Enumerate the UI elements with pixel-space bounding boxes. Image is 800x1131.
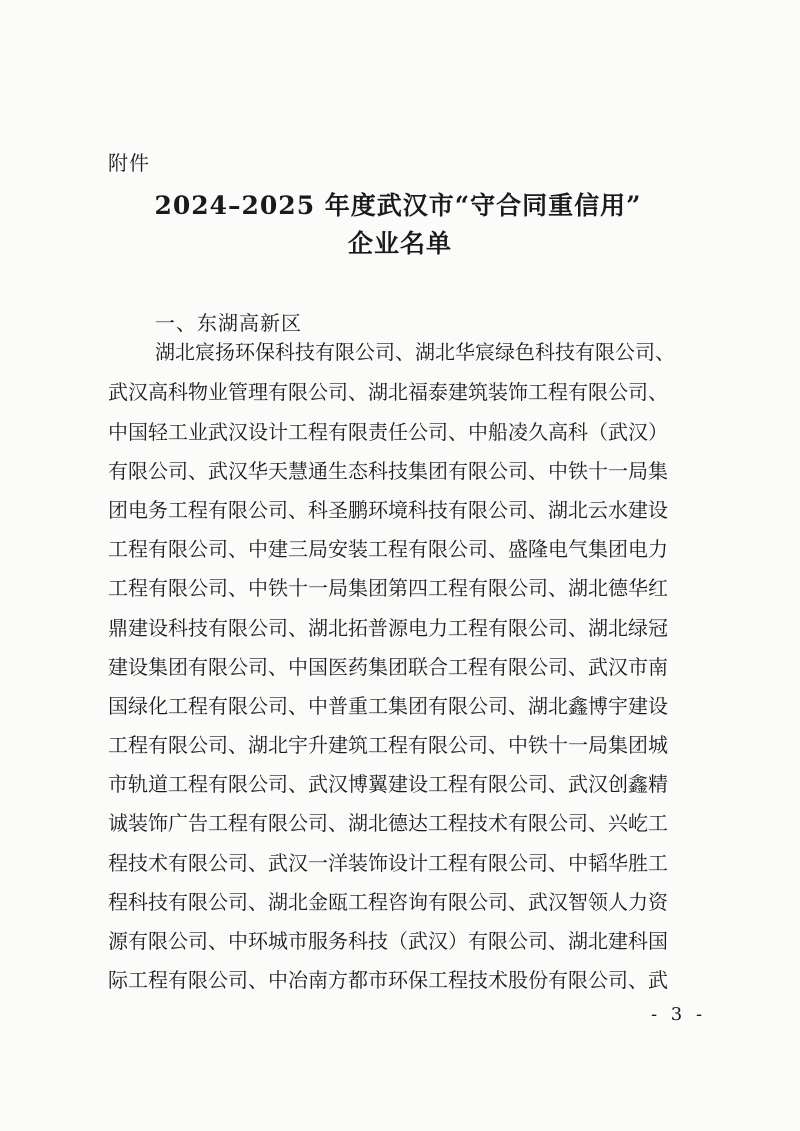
body-line: 中国轻工业武汉设计工程有限责任公司、中船凌久高科（武汉） [108,420,668,444]
body-line: 工程有限公司、湖北宇升建筑工程有限公司、中铁十一局集团城 [108,733,668,757]
page-number: - 3 - [651,1004,707,1025]
body-line: 工程有限公司、中铁十一局集团第四工程有限公司、湖北德华红 [108,576,668,600]
body-line: 市轨道工程有限公司、武汉博翼建设工程有限公司、武汉创鑫精 [108,772,668,796]
document-title-line-2: 企业名单 [347,229,452,258]
body-line: 程科技有限公司、湖北金瓯工程咨询有限公司、武汉智领人力资 [108,890,668,914]
document-title-line-1: 2024–2025 年度武汉市“守合同重信用” [154,191,642,220]
body-line: 建设集团有限公司、中国医药集团联合工程有限公司、武汉市南 [108,655,668,679]
body-line: 国绿化工程有限公司、中普重工集团有限公司、湖北鑫博宇建设 [108,694,668,718]
body-line: 有限公司、武汉华天慧通生态科技集团有限公司、中铁十一局集 [108,459,668,483]
body-line: 武汉高科物业管理有限公司、湖北福泰建筑装饰工程有限公司、 [108,380,668,404]
body-line: 程技术有限公司、武汉一洋装饰设计工程有限公司、中韬华胜工 [108,851,668,875]
body-line: 湖北宸扬环保科技有限公司、湖北华宸绿色科技有限公司、 [155,340,675,364]
body-line: 团电务工程有限公司、科圣鹏环境科技有限公司、湖北云水建设 [108,498,668,522]
section-heading: 一、东湖高新区 [155,311,302,335]
body-line: 诚装饰广告工程有限公司、湖北德达工程技术有限公司、兴屹工 [108,811,668,835]
attachment-label: 附件 [108,151,150,175]
body-line: 工程有限公司、中建三局安装工程有限公司、盛隆电气集团电力 [108,537,668,561]
body-line: 鼎建设科技有限公司、湖北拓普源电力工程有限公司、湖北绿冠 [108,616,668,640]
body-line: 际工程有限公司、中冶南方都市环保工程技术股份有限公司、武 [108,968,668,992]
body-line: 源有限公司、中环城市服务科技（武汉）有限公司、湖北建科国 [108,929,668,953]
